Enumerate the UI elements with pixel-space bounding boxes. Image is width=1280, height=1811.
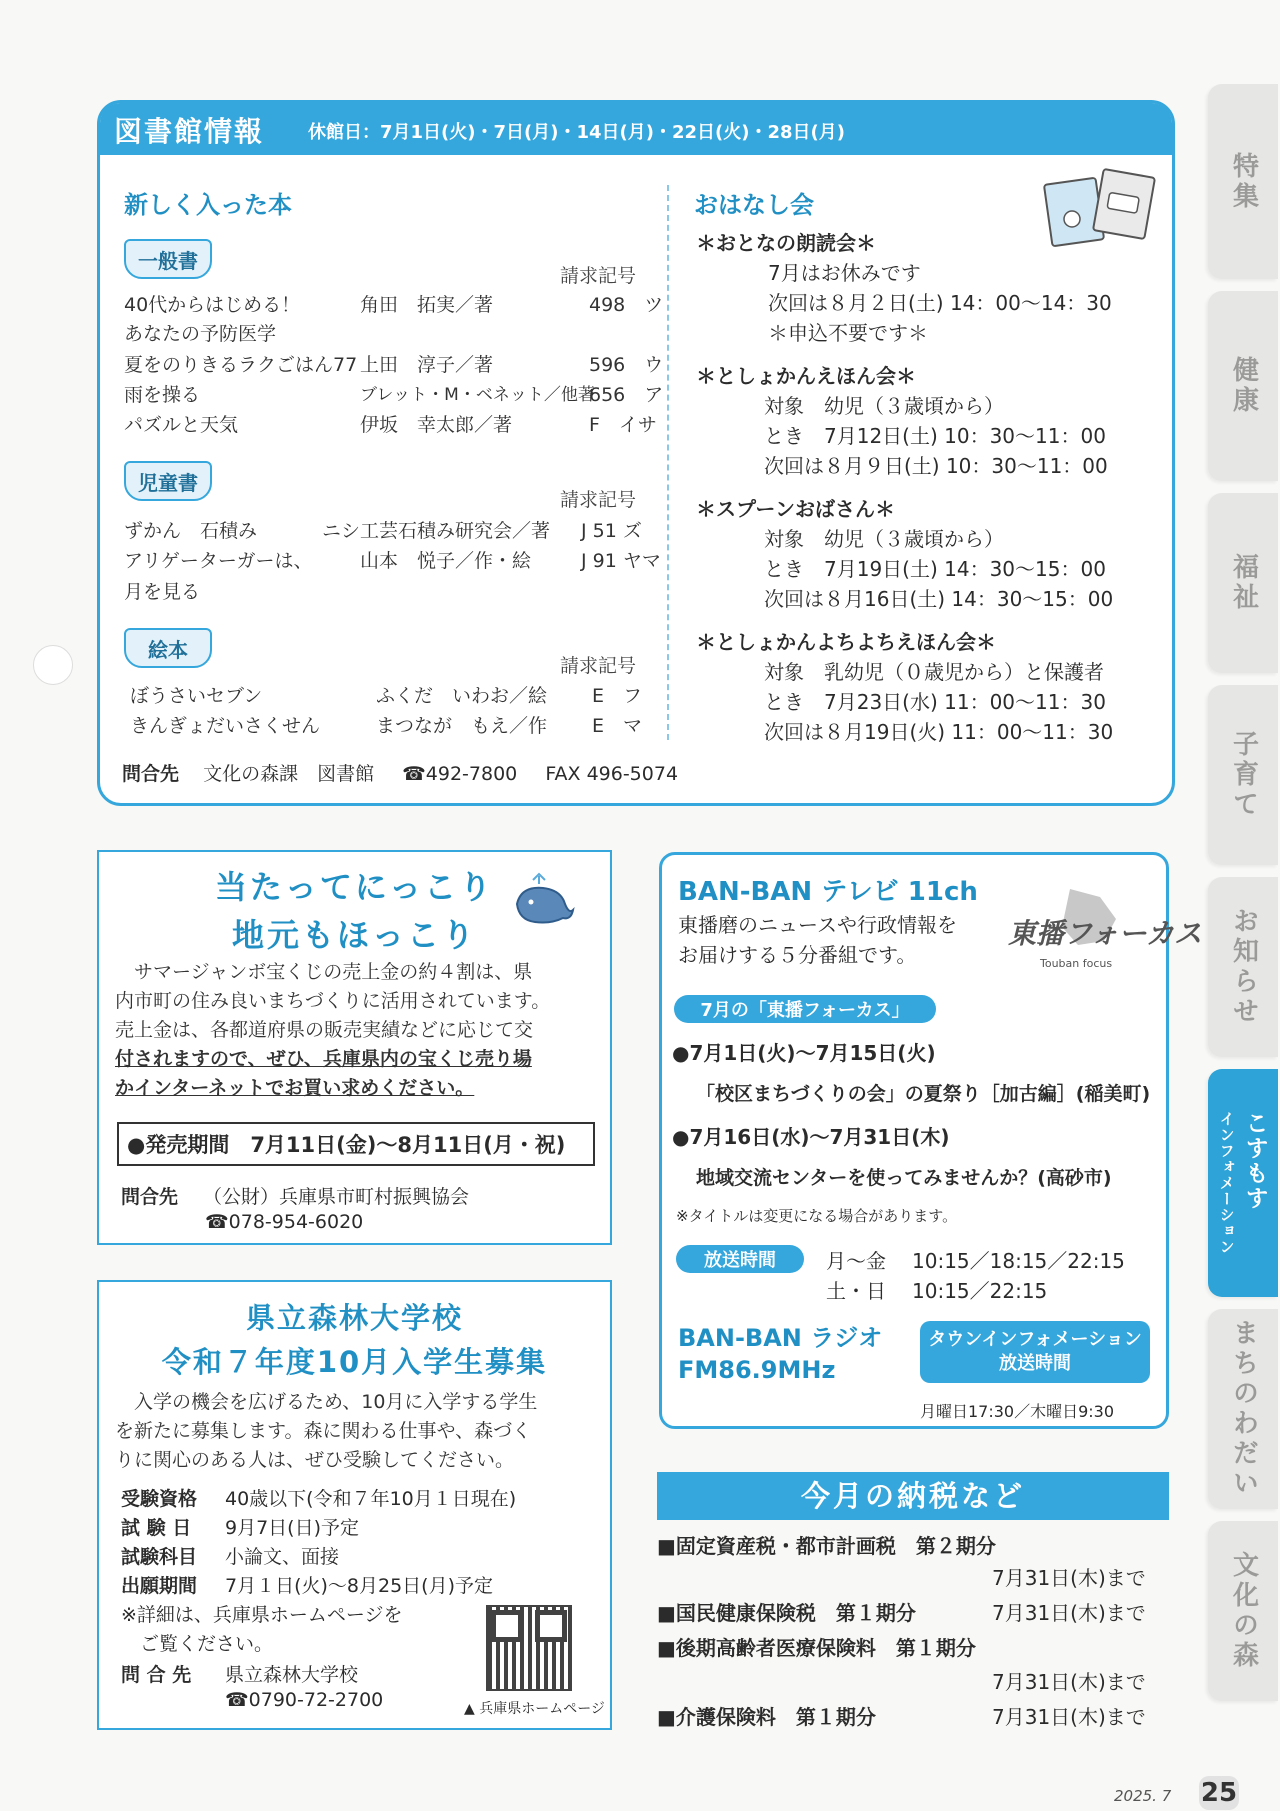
info-value: 9月7日(日)予定 — [225, 1517, 360, 1539]
tab-label: 福祉 — [1228, 553, 1259, 613]
new-books-title: 新しく入った本 — [124, 191, 292, 219]
story-line: 対象 幼児（３歳頃から） — [764, 394, 1004, 418]
radio-title — [678, 1322, 882, 1386]
book-author: ふくだ いわお／絵 — [376, 685, 548, 707]
info-value: 7月１日(火)〜8月25日(月)予定 — [225, 1575, 494, 1597]
broadcast-period: ●7月16日(水)〜7月31日(木) — [672, 1125, 950, 1149]
tax-item: ■後期高齢者医療保険料 第１期分 — [657, 1636, 976, 1660]
tv-title: BAN-BAN テレビ 11ch — [678, 877, 978, 907]
qr-caption: ▲ 兵庫県ホームページ — [464, 1701, 605, 1717]
contact-dept: 文化の森課 図書館 — [203, 763, 375, 785]
town-info-line: 放送時間 — [999, 1353, 1071, 1374]
contact-label: 問 合 先 — [121, 1664, 192, 1686]
tab-label: 特集 — [1228, 151, 1259, 212]
broadcast-topic: 地域交流センターを使ってみませんか？(高砂市) — [696, 1167, 1112, 1189]
book-code: 596 ウ — [589, 354, 664, 376]
air-time-pill: 放送時間 — [676, 1245, 804, 1273]
page-number: 25 — [1200, 1778, 1238, 1808]
story-event-title: ＊としょかんえほん会＊ — [696, 364, 916, 388]
library-contact — [122, 759, 700, 786]
claim-label: 請求記号 — [560, 489, 637, 511]
body-line: かインターネットでお買い求めください。 — [115, 1077, 475, 1099]
tab-label: こすもす — [1241, 1111, 1268, 1211]
radio-name: BAN-BAN ラジオ — [678, 1324, 883, 1352]
forestry-school-box — [97, 1280, 612, 1730]
whale-icon — [511, 870, 577, 926]
tax-due-date: 7月31日(木)まで — [992, 1601, 1146, 1625]
info-key: 出願期間 — [121, 1575, 198, 1597]
book-code: J 51 ズ — [581, 520, 642, 542]
story-line: 次回は８月９日(土) 10：30〜11：00 — [764, 454, 1108, 478]
book-title: パズルと天気 — [124, 414, 239, 436]
tax-item: ■介護保険料 第１期分 — [657, 1705, 876, 1729]
body-line: サマージャンボ宝くじの売上金の約４割は、県 — [115, 961, 533, 983]
library-info-box — [97, 100, 1175, 806]
story-line: 対象 幼児（３歳頃から） — [764, 527, 1004, 551]
info-row — [121, 1571, 493, 1598]
info-row — [121, 1542, 339, 1569]
book-author: まつなが もえ／作 — [376, 715, 548, 737]
tab-oshirase[interactable] — [1208, 877, 1278, 1057]
air-days: 月〜金 — [826, 1249, 886, 1273]
note-line: ご覧ください。 — [121, 1633, 274, 1655]
story-line: 次回は８月16日(土) 14：30〜15：00 — [764, 587, 1114, 611]
story-line: 次回は８月２日(土) 14：00〜14：30 — [768, 291, 1112, 315]
category-general-badge: 一般書 — [124, 239, 212, 279]
body-line: 内市町の住み良いまちづくりに活用されています。 — [115, 990, 551, 1012]
tab-cosmos-info[interactable] — [1208, 1069, 1278, 1297]
contact-org: （公財）兵庫県市町村振興協会 — [203, 1186, 470, 1208]
town-info-line: タウンインフォメーション — [928, 1329, 1142, 1350]
book-author: ニシ工芸石積み研究会／著 — [322, 520, 551, 542]
body-line: 付されますので、ぜひ、兵庫県内の宝くじ売り場 — [115, 1048, 532, 1070]
library-header — [100, 103, 1172, 155]
tab-machi-wadai[interactable] — [1208, 1309, 1278, 1509]
info-key: 試験科目 — [121, 1546, 198, 1568]
book-author: 角田 拓実／著 — [360, 294, 494, 316]
contact-tel[interactable]: ☎492-7800 — [402, 763, 518, 785]
tab-kosodate[interactable] — [1208, 685, 1278, 865]
punch-hole — [33, 645, 73, 685]
broadcast-period: ●7月1日(火)〜7月15日(火) — [672, 1041, 936, 1065]
contact-tel[interactable]: ☎078-954-6020 — [205, 1211, 364, 1233]
book-title: 夏をのりきるラクごはん77 — [124, 354, 358, 376]
forestry-title-2: 令和７年度10月入学生募集 — [161, 1345, 548, 1379]
sale-period: ●発売期間 7月11日(金)〜8月11日(月・祝) — [117, 1122, 595, 1166]
lottery-box — [97, 850, 612, 1245]
info-row — [121, 1484, 516, 1511]
book-code: 656 ア — [589, 384, 664, 406]
july-program-pill: 7月の「東播フォーカス」 — [674, 995, 936, 1023]
category-picture-badge: 絵本 — [124, 628, 212, 668]
story-line: とき 7月23日(水) 11：00〜11：30 — [764, 690, 1106, 714]
book-author: ブレット・M・ベネット／他著 — [360, 385, 595, 405]
category-children-badge: 児童書 — [124, 461, 212, 501]
tab-label: まちのわだい — [1228, 1319, 1259, 1499]
body-line: 入学の機会を広げるため、10月に入学する学生 — [115, 1391, 538, 1413]
contact-label: 問合先 — [122, 763, 180, 785]
book-code: J 91 ヤマ — [581, 550, 661, 572]
body-line: 売上金は、各都道府県の販売実績などに応じて交 — [115, 1019, 534, 1041]
book-title: 40代からはじめる！ — [124, 294, 301, 316]
air-times: 10:15／22:15 — [912, 1279, 1048, 1303]
forestry-title-1: 県立森林大学校 — [245, 1301, 463, 1335]
claim-label: 請求記号 — [560, 265, 637, 287]
qr-code[interactable] — [486, 1605, 572, 1691]
picture-book-icon — [1042, 167, 1162, 257]
claim-label: 請求記号 — [560, 655, 637, 677]
info-value: 小論文、面接 — [225, 1546, 340, 1568]
tv-desc: お届けする５分番組です。 — [678, 943, 917, 967]
note-line: ※詳細は、兵庫県ホームページを — [121, 1604, 403, 1626]
town-info-label — [920, 1321, 1150, 1383]
contact-label: 問合先 — [121, 1186, 179, 1208]
info-key: 試 験 日 — [121, 1517, 192, 1539]
body-line: を新たに募集します。森に関わる仕事や、森づく — [115, 1420, 532, 1442]
tax-due-date: 7月31日(木)まで — [992, 1566, 1146, 1590]
book-title: ぼうさいセブン — [130, 685, 263, 707]
book-author: 伊坂 幸太郎／著 — [360, 414, 513, 436]
body-line: りに関心のある人は、ぜひ受験してください。 — [115, 1449, 515, 1471]
broadcast-topic: 「校区まちづくりの会」の夏祭り［加古編］(稲美町) — [696, 1083, 1151, 1105]
column-divider — [667, 185, 669, 740]
tv-desc: 東播磨のニュースや行政情報を — [678, 913, 957, 937]
book-code: 498 ツ — [589, 294, 664, 316]
contact-fax: FAX 496-5074 — [545, 763, 679, 785]
svg-text:Touban focus: Touban focus — [1040, 957, 1113, 970]
story-title: おはなし会 — [694, 191, 814, 219]
story-event-title: ＊としょかんよちよちえほん会＊ — [696, 630, 996, 654]
story-line: とき 7月12日(土) 10：30〜11：00 — [764, 424, 1106, 448]
tab-bunka-mori[interactable] — [1208, 1521, 1278, 1701]
story-line: ＊申込不要です＊ — [768, 321, 928, 345]
tax-item: ■国民健康保険税 第１期分 — [657, 1601, 916, 1625]
book-title: アリゲーターガーは、 — [124, 550, 313, 572]
book-title: あなたの予防医学 — [124, 323, 277, 345]
info-key: 受験資格 — [121, 1488, 198, 1510]
story-event-title: ＊スプーンおばさん＊ — [696, 497, 895, 521]
book-title: ずかん 石積み — [124, 520, 258, 542]
forestry-body — [115, 1388, 605, 1475]
book-author: 山本 悦子／作・絵 — [360, 550, 532, 572]
tab-label: お知らせ — [1228, 907, 1259, 1027]
air-days: 土・日 — [826, 1279, 886, 1303]
radio-times: 月曜日17:30／木曜日9:30 — [920, 1402, 1115, 1421]
book-code: F イサ — [589, 414, 657, 436]
tab-label: 文化の森 — [1228, 1551, 1259, 1671]
book-code: E フ — [592, 685, 643, 707]
tab-kenko[interactable] — [1208, 291, 1278, 481]
book-code: E マ — [592, 715, 643, 737]
tab-sublabel: インフォメーション — [1217, 1111, 1236, 1255]
radio-frequency: FM86.9MHz — [678, 1356, 836, 1384]
tax-due-date: 7月31日(木)まで — [992, 1670, 1146, 1694]
svg-text:東播フォーカス: 東播フォーカス — [1008, 917, 1203, 950]
touban-focus-logo — [1000, 883, 1203, 973]
issue-date: 2025. 7 — [1114, 1787, 1172, 1805]
lottery-title-2: 地元もほっこり — [231, 916, 477, 954]
library-title: 図書館情報 — [114, 115, 265, 148]
contact-org: 県立森林大学校 — [225, 1664, 359, 1686]
tab-label: 子育て — [1228, 730, 1259, 820]
info-row — [121, 1513, 359, 1540]
story-line: とき 7月19日(土) 14：30〜15：00 — [764, 557, 1106, 581]
tab-tokushu[interactable] — [1208, 84, 1278, 279]
tax-due-date: 7月31日(木)まで — [992, 1705, 1146, 1729]
lottery-body — [115, 958, 605, 1103]
air-times: 10:15／18:15／22:15 — [912, 1249, 1125, 1273]
tax-title: 今月の納税など — [657, 1472, 1169, 1520]
book-title: 月を見る — [124, 581, 201, 603]
story-event-title: ＊おとなの朗読会＊ — [696, 231, 876, 255]
book-title: きんぎょだいさくせん — [130, 715, 321, 737]
tv-note: ※タイトルは変更になる場合があります。 — [676, 1207, 958, 1225]
book-author: 上田 淳子／著 — [360, 354, 494, 376]
info-value: 40歳以下(令和７年10月１日現在) — [225, 1488, 517, 1510]
contact-tel[interactable]: ☎0790-72-2700 — [225, 1689, 384, 1711]
banban-tv-box — [659, 852, 1203, 1429]
story-line: 次回は８月19日(火) 11：00〜11：30 — [764, 720, 1114, 744]
tab-fukushi[interactable] — [1208, 493, 1278, 673]
library-closed-days: 休館日：7月1日(火)・7日(月)・14日(月)・22日(火)・28日(月) — [308, 122, 845, 143]
tax-item: ■固定資産税・都市計画税 第２期分 — [657, 1534, 996, 1558]
story-line: 対象 乳幼児（０歳児から）と保護者 — [764, 660, 1104, 684]
story-line: 7月はお休みです — [768, 261, 921, 285]
book-title: 雨を操る — [124, 384, 201, 406]
lottery-title-1: 当たってにっこり — [214, 868, 495, 906]
tab-label: 健康 — [1228, 356, 1259, 416]
